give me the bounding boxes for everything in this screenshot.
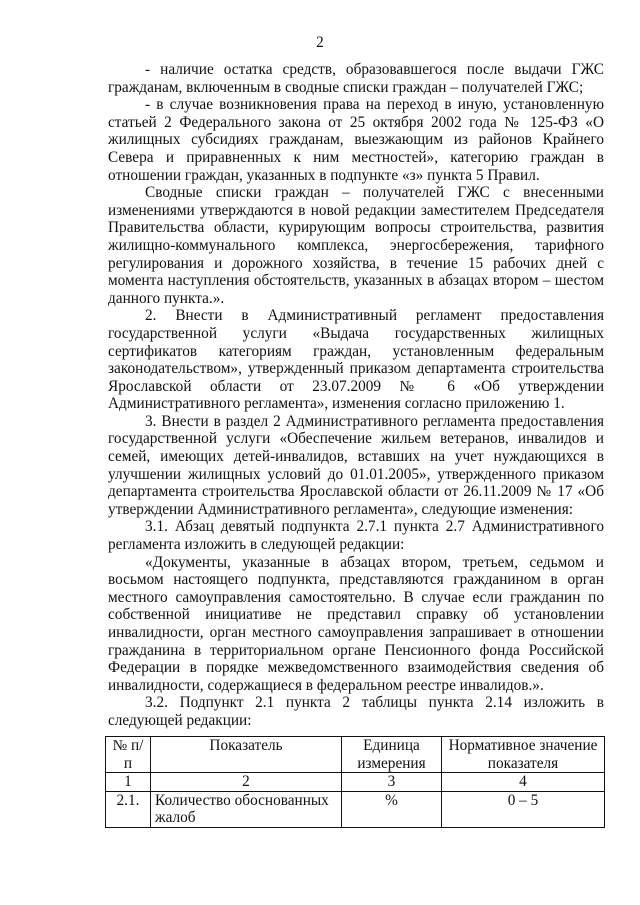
- paragraph-consolidated-lists: Сводные списки граждан – получателей ГЖС с внесенными изменениями утверждаются в новой редакции заместителем Председателя Правительства области, курирующим вопросы строительства, развития жилищно-коммунального комплекса, энергосбережения, тарифного регулирования и дорожного хозяйства, в течение 15 рабочих дней с момента наступления обстоятельств, указанных в абзацах втором – шестом данного пункта.».: [108, 184, 604, 307]
- table-cell: 1: [106, 773, 151, 792]
- table-cell: %: [342, 791, 442, 827]
- document-body: [108, 61, 604, 730]
- paragraph-item-3-1: 3.1. Абзац девятый подпункта 2.7.1 пункта 2.7 Административного регламента изложить в следующей редакции:: [108, 518, 604, 554]
- header-cell-number: № п/п: [106, 737, 151, 773]
- paragraph-balance-of-funds: - наличие остатка средств, образовавшегося после выдачи ГЖС гражданам, включенным в сводные списки граждан – получателей ГЖС;: [108, 61, 604, 96]
- paragraph-category-change: - в случае возникновения права на переход в иную, установленную статьей 2 Федерального закона от 25 октября 2002 года № 125-ФЗ «О жилищных субсидиях гражданам, выезжающим из районов Крайнего Севера и приравненных к ним местностей», категорию граждан в отношении граждан, указанных в подпункте «з» пункта 5 Правил.: [108, 96, 604, 184]
- page-number: 2: [316, 34, 324, 51]
- indicator-table: [105, 736, 605, 828]
- table-cell: 0 – 5: [442, 791, 605, 827]
- table-cell: Количество обоснованных жалоб: [151, 791, 342, 827]
- table-cell: 2: [151, 773, 342, 792]
- header-cell-norm: Нормативное значение показателя: [442, 737, 605, 773]
- paragraph-item-3-2: 3.2. Подпункт 2.1 пункта 2 таблицы пункта 2.14 изложить в следующей редакции:: [108, 694, 604, 729]
- header-cell-unit: Единица измерения: [342, 737, 442, 773]
- table-numbering-row: [106, 773, 605, 792]
- paragraph-quoted-documents: «Документы, указанные в абзацах втором, третьем, седьмом и восьмом настоящего подпункта, представляются гражданином в орган местного самоуправления самостоятельно. В случае если гражданин по собственной инициативе не представил справку об установлении инвалидности, орган местного самоуправления запрашивает в отношении гражданина в территориальном органе Пенсионного фонда Российской Федерации в порядке межведомственного взаимодействия сведения об инвалидности, содержащиеся в федеральном реестре инвалидов.».: [108, 553, 604, 694]
- paragraph-item-3: 3. Внести в раздел 2 Административного регламента предоставления государственной услуги «Обеспечение жильем ветеранов, инвалидов и семей, имеющих детей-инвалидов, вставших на учет нуждающихся в улучшении жилищных условий до 01.01.2005», утвержденного приказом департамента строительства Ярославской области от 26.11.2009 № 17 «Об утверждении Административного регламента», следующие изменения:: [108, 412, 604, 518]
- paragraph-item-2: 2. Внести в Административный регламент предоставления государственной услуги «Выдача государственных жилищных сертификатов категориям граждан, установленным федеральным законодательством», утвержденный приказом департамента строительства Ярославской области от 23.07.2009 № 6 «Об утверждении Административного регламента», изменения согласно приложению 1.: [108, 307, 604, 413]
- table-row: [106, 791, 605, 827]
- table-cell: 2.1.: [106, 791, 151, 827]
- table-cell: 4: [442, 773, 605, 792]
- header-cell-indicator: Показатель: [151, 737, 342, 773]
- table-cell: 3: [342, 773, 442, 792]
- table-header-row: [106, 737, 605, 773]
